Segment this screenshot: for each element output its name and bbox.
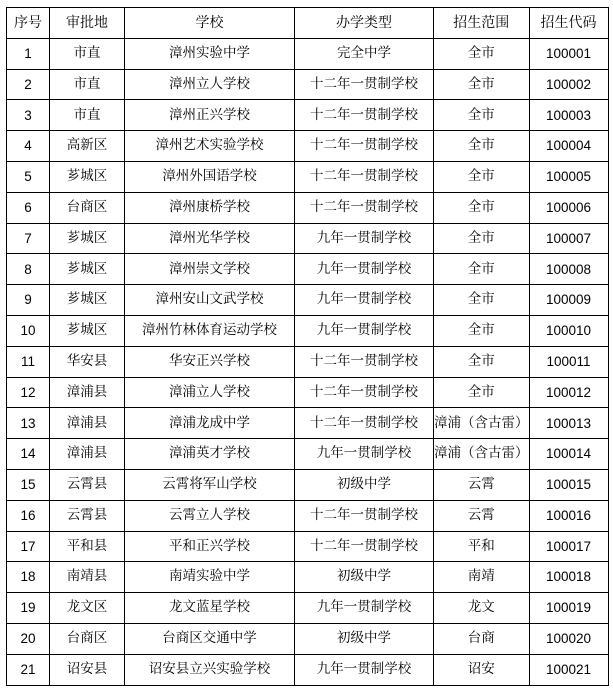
cell-index: 6 (7, 192, 50, 223)
table-row (7, 654, 609, 685)
table-row (7, 469, 609, 500)
cell-index: 3 (7, 100, 50, 131)
cell-type-text: 十二年一贯制学校 (310, 75, 418, 92)
cell-type-text: 十二年一贯制学校 (310, 106, 418, 123)
cell-code: 100004 (529, 131, 608, 162)
cell-area: 云霄 (434, 469, 530, 500)
cell-area: 全市 (434, 377, 530, 408)
cell-school: 龙文蓝星学校 (125, 593, 295, 624)
table-row (7, 500, 609, 531)
cell-authority: 漳浦县 (50, 377, 125, 408)
cell-type-text: 九年一贯制学校 (316, 322, 412, 339)
cell-type (295, 623, 434, 654)
cell-school: 漳浦立人学校 (125, 377, 295, 408)
cell-area: 全市 (434, 223, 530, 254)
cell-type-text: 十二年一贯制学校 (310, 537, 418, 554)
cell-authority: 龙文区 (50, 593, 125, 624)
table-row (7, 408, 609, 439)
cell-authority: 市直 (50, 69, 125, 100)
cell-area: 全市 (434, 346, 530, 377)
cell-area: 全市 (434, 161, 530, 192)
cell-type (295, 315, 434, 346)
cell-index: 5 (7, 161, 50, 192)
cell-school: 云霄立人学校 (125, 500, 295, 531)
cell-code: 100017 (529, 531, 608, 562)
cell-authority: 芗城区 (50, 254, 125, 285)
cell-area: 全市 (434, 315, 530, 346)
cell-type-text: 十二年一贯制学校 (310, 414, 418, 431)
cell-index: 1 (7, 38, 50, 69)
cell-type (295, 254, 434, 285)
cell-authority: 高新区 (50, 131, 125, 162)
cell-school: 漳州实验中学 (125, 38, 295, 69)
cell-code: 100010 (529, 315, 608, 346)
cell-type (295, 38, 434, 69)
cell-code: 100019 (529, 593, 608, 624)
cell-code: 100007 (529, 223, 608, 254)
cell-type-text: 十二年一贯制学校 (310, 506, 418, 523)
header-area: 招生范围 (434, 8, 530, 39)
table-row (7, 69, 609, 100)
cell-area: 漳浦（含古雷） (434, 439, 530, 470)
header-school: 学校 (125, 8, 295, 39)
cell-type-text: 九年一贯制学校 (316, 229, 412, 246)
cell-authority: 平和县 (50, 531, 125, 562)
cell-type-text: 十二年一贯制学校 (310, 137, 418, 154)
cell-type-text: 完全中学 (337, 44, 391, 61)
cell-type (295, 69, 434, 100)
cell-school: 漳州竹林体育运动学校 (125, 315, 295, 346)
cell-code: 100001 (529, 38, 608, 69)
cell-type (295, 161, 434, 192)
cell-authority: 台商区 (50, 192, 125, 223)
cell-code: 100018 (529, 562, 608, 593)
school-table-sheet (6, 7, 609, 686)
cell-type-text: 九年一贯制学校 (316, 291, 412, 308)
cell-index: 21 (7, 654, 50, 685)
cell-area: 全市 (434, 285, 530, 316)
cell-authority: 华安县 (50, 346, 125, 377)
cell-school: 漳州康桥学校 (125, 192, 295, 223)
cell-type-text: 初级中学 (337, 568, 391, 585)
cell-school: 漳州崇文学校 (125, 254, 295, 285)
cell-area: 南靖 (434, 562, 530, 593)
table-row (7, 531, 609, 562)
cell-index: 19 (7, 593, 50, 624)
cell-code: 100013 (529, 408, 608, 439)
table-row (7, 346, 609, 377)
cell-area: 龙文 (434, 593, 530, 624)
cell-school: 南靖实验中学 (125, 562, 295, 593)
cell-type-text: 九年一贯制学校 (316, 660, 412, 677)
table-row (7, 223, 609, 254)
cell-type-text: 十二年一贯制学校 (310, 168, 418, 185)
cell-area: 全市 (434, 192, 530, 223)
cell-type (295, 192, 434, 223)
cell-index: 2 (7, 69, 50, 100)
cell-school: 漳浦龙成中学 (125, 408, 295, 439)
cell-code: 100020 (529, 623, 608, 654)
cell-type (295, 285, 434, 316)
header-row (7, 8, 609, 39)
header-authority: 审批地 (50, 8, 125, 39)
cell-school: 漳州外国语学校 (125, 161, 295, 192)
cell-type (295, 562, 434, 593)
cell-school: 漳州立人学校 (125, 69, 295, 100)
cell-code: 100016 (529, 500, 608, 531)
header-index: 序号 (7, 8, 50, 39)
cell-code: 100012 (529, 377, 608, 408)
cell-code: 100011 (529, 346, 608, 377)
table-row (7, 192, 609, 223)
table-row (7, 623, 609, 654)
cell-authority: 漳浦县 (50, 439, 125, 470)
table-row (7, 161, 609, 192)
cell-type-text: 十二年一贯制学校 (310, 352, 418, 369)
cell-index: 7 (7, 223, 50, 254)
cell-type (295, 100, 434, 131)
cell-authority: 漳浦县 (50, 408, 125, 439)
cell-index: 14 (7, 439, 50, 470)
cell-index: 13 (7, 408, 50, 439)
cell-index: 12 (7, 377, 50, 408)
cell-school: 台商区交通中学 (125, 623, 295, 654)
cell-area: 平和 (434, 531, 530, 562)
cell-type (295, 346, 434, 377)
cell-authority: 云霄县 (50, 469, 125, 500)
table-row (7, 315, 609, 346)
cell-type (295, 654, 434, 685)
cell-authority: 市直 (50, 100, 125, 131)
table-row (7, 377, 609, 408)
cell-area: 全市 (434, 100, 530, 131)
cell-area: 全市 (434, 69, 530, 100)
table-row (7, 593, 609, 624)
cell-index: 15 (7, 469, 50, 500)
cell-school: 华安正兴学校 (125, 346, 295, 377)
cell-index: 20 (7, 623, 50, 654)
cell-code: 100015 (529, 469, 608, 500)
cell-authority: 南靖县 (50, 562, 125, 593)
cell-index: 10 (7, 315, 50, 346)
cell-school: 云霄将军山学校 (125, 469, 295, 500)
cell-index: 17 (7, 531, 50, 562)
table-row (7, 285, 609, 316)
header-code: 招生代码 (529, 8, 608, 39)
cell-index: 9 (7, 285, 50, 316)
table-row (7, 38, 609, 69)
cell-school: 诏安县立兴实验学校 (125, 654, 295, 685)
cell-type (295, 593, 434, 624)
cell-area: 全市 (434, 38, 530, 69)
cell-index: 16 (7, 500, 50, 531)
cell-area: 全市 (434, 131, 530, 162)
cell-area: 台商 (434, 623, 530, 654)
cell-authority: 诏安县 (50, 654, 125, 685)
cell-school: 漳州光华学校 (125, 223, 295, 254)
cell-type (295, 469, 434, 500)
cell-type (295, 377, 434, 408)
header-type: 办学类型 (295, 8, 434, 39)
cell-area: 漳浦（含古雷） (434, 408, 530, 439)
cell-type-text: 九年一贯制学校 (316, 445, 412, 462)
cell-type-text: 十二年一贯制学校 (310, 383, 418, 400)
table-body (7, 38, 609, 685)
cell-code: 100009 (529, 285, 608, 316)
cell-index: 18 (7, 562, 50, 593)
cell-type-text: 九年一贯制学校 (316, 260, 412, 277)
cell-type (295, 531, 434, 562)
cell-type-text: 初级中学 (337, 476, 391, 493)
cell-authority: 台商区 (50, 623, 125, 654)
cell-code: 100005 (529, 161, 608, 192)
cell-area: 诏安 (434, 654, 530, 685)
cell-type-text: 十二年一贯制学校 (310, 198, 418, 215)
cell-school: 漳州安山文武学校 (125, 285, 295, 316)
cell-index: 8 (7, 254, 50, 285)
table-row (7, 100, 609, 131)
cell-type (295, 131, 434, 162)
cell-code: 100008 (529, 254, 608, 285)
cell-code: 100021 (529, 654, 608, 685)
cell-authority: 芗城区 (50, 285, 125, 316)
cell-code: 100003 (529, 100, 608, 131)
cell-index: 4 (7, 131, 50, 162)
cell-authority: 芗城区 (50, 161, 125, 192)
cell-type-text: 九年一贯制学校 (316, 599, 412, 616)
cell-authority: 市直 (50, 38, 125, 69)
cell-area: 云霄 (434, 500, 530, 531)
table-row (7, 254, 609, 285)
table-row (7, 131, 609, 162)
cell-type (295, 439, 434, 470)
cell-type (295, 408, 434, 439)
cell-school: 漳浦英才学校 (125, 439, 295, 470)
cell-code: 100006 (529, 192, 608, 223)
cell-authority: 云霄县 (50, 500, 125, 531)
cell-school: 漳州正兴学校 (125, 100, 295, 131)
cell-school: 平和正兴学校 (125, 531, 295, 562)
school-table (6, 7, 609, 686)
cell-school: 漳州艺术实验学校 (125, 131, 295, 162)
cell-area: 全市 (434, 254, 530, 285)
cell-type (295, 223, 434, 254)
cell-authority: 芗城区 (50, 315, 125, 346)
cell-type-text: 初级中学 (337, 630, 391, 647)
cell-code: 100002 (529, 69, 608, 100)
cell-code: 100014 (529, 439, 608, 470)
cell-index: 11 (7, 346, 50, 377)
cell-authority: 芗城区 (50, 223, 125, 254)
table-row (7, 439, 609, 470)
cell-type (295, 500, 434, 531)
table-row (7, 562, 609, 593)
